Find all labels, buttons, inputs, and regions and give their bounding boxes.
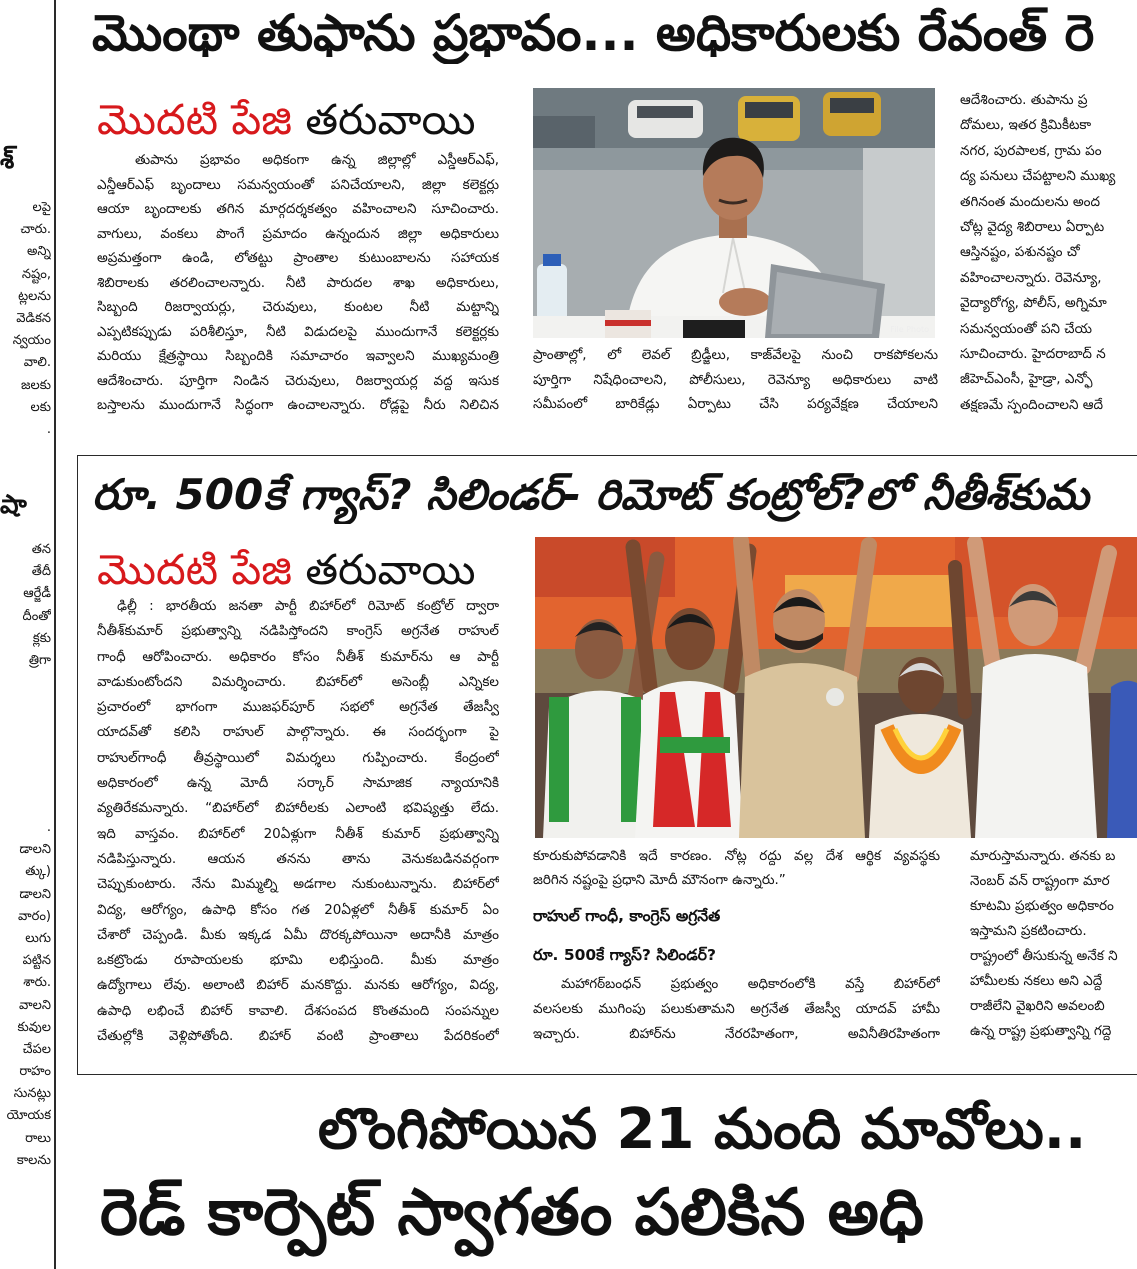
article-2-quote-line: కూరుకుపోవడానికి ఇదే కారణం. నోట్ల రద్దు వల్ల దేశ ఆర్థిక వ్యవస్థకు: [533, 848, 940, 864]
sidebar-line: జలకు: [20, 377, 51, 393]
sidebar-text-fragment: [0, 817, 51, 1172]
kicker-first-page: మొదటి పేజి: [97, 95, 292, 144]
body-text-line: తక్షణమే స్పందించాలని ఆదే: [960, 396, 1104, 413]
body-text-line: ద్య పనులు చేపట్టాలని ముఖ్య: [960, 168, 1116, 185]
body-text-line: తుపాను ప్రభావం అధికంగా ఉన్న జిల్లాల్లో ఎస్డీఆర్ఎఫ్,: [135, 152, 499, 168]
kicker-continued: తరువాయి: [305, 95, 476, 144]
sidebar-line: సునట్లు: [13, 1086, 51, 1102]
rally-figure: [1107, 681, 1137, 838]
sidebar-line: రాలు: [25, 1130, 51, 1146]
article-2-subhead: రూ. 500కే గ్యాస్? సిలిండర్?: [533, 946, 716, 964]
sidebar-line: తేదీ: [31, 564, 51, 580]
sidebar-line: యోయక: [6, 1108, 51, 1124]
body-text-line: ఇచ్చారు. బిహార్‌ను నేరరహితంగా, అవినీతిరహితంగా: [533, 1026, 940, 1042]
body-text-line: వహించాలన్నారు. రెవెన్యూ,: [960, 269, 1102, 286]
body-text-line: బస్తాలను ముందుగానే సిద్ధంగా ఉంచాలన్నారు. రోడ్లపై నీరు నిలిచిన: [97, 397, 499, 413]
body-text-line: చోట్ల వైద్య శిబిరాలు ఏర్పాట: [960, 218, 1105, 235]
cup: [605, 310, 651, 338]
body-text-line: చేశారో చెప్పండి. మీకు ఇక్కడ ఏమీ దొరక్కపోయినా అదానీకి మాత్రం: [97, 926, 499, 943]
body-text-line: సిబ్బంది రిజర్వాయర్లు, చెరువులు, కుంటల నీటి మట్టాన్ని: [97, 299, 499, 315]
article-2-rally-photo: [535, 537, 1137, 838]
sidebar-line: .: [46, 421, 51, 437]
body-text-line: శిబిరాలకు తరలించాలన్నారు. నీటి పారుదల శాఖ అధికారులు,: [97, 274, 499, 291]
body-text-line: మారుస్తామన్నారు. తనకు బ: [970, 848, 1116, 864]
sidebar-line: లపై: [32, 200, 51, 215]
body-text-line: గాంధీ ఆరోపించారు. అధికారం కోసం నీతీశ్ కుమార్‌ను ఆ పార్టీ: [97, 648, 499, 665]
article-2-continued-label: [97, 545, 475, 595]
body-text-line: నగర, పురపాలక, గ్రామ పం: [960, 142, 1102, 159]
body-text-line: ప్రచారంలో భాగంగా ముజఫర్‌పూర్ సభలో అగ్రనేత తేజస్వీ: [97, 699, 499, 716]
sidebar-line: కాలను: [16, 1152, 51, 1168]
photo-credit: File Photo: [890, 325, 929, 334]
body-text-line: మహాగఠ్‌బంధన్ ప్రభుత్వం అధికారంలోకి వస్తే బిహార్‌లో: [561, 976, 940, 992]
body-text-line: రాజీలేని వైఖరిని అవలంబి: [970, 998, 1105, 1014]
body-text-line: ఉద్యోగాలు లేవు. అలాంటి బిహార్ మనకొద్దు. మనకు ఆరోగ్యం, విద్య,: [97, 977, 499, 994]
sidebar-line: త్కు): [25, 864, 51, 880]
article-1-continued-label: [97, 95, 475, 145]
body-text-line: ఉపాధి లభించే బిహార్ కావాలి. దేశసంపద కొంతమంది సంపన్నుల: [97, 1002, 499, 1019]
body-text-line: హామీలకు నకలు అని ఎద్దే: [970, 973, 1103, 989]
sidebar-line: నష్టం,: [21, 266, 51, 282]
sidebar-line: చారు.: [20, 222, 51, 238]
body-text-line: యాదవ్‌తో కలిసి రాహుల్ పాల్గొన్నారు. ఈ సందర్భంగా పై: [97, 724, 499, 741]
article-1-column-2: [533, 343, 938, 417]
body-text-line: చెప్పుకుంటారు. నేను మిమ్మల్ని అడగాల నుకుంటున్నాను. బిహార్‌లో: [97, 876, 499, 893]
body-text-line: అప్రమత్తంగా ఉండి, లోతట్టు ప్రాంతాల కుటుంబాలను సహాయక: [97, 250, 499, 266]
body-text-line: అధికారంలో ఉన్న మోదీ సర్కార్ సామాజిక న్యాయానికి: [97, 775, 499, 792]
body-text-line: మరియు క్షేత్రస్థాయి సిబ్బందికి సమాచారం ఇవ్వాలని ముఖ్యమంత్రి: [97, 348, 499, 364]
body-text-line: ఇస్తామని ప్రకటించారు.: [970, 923, 1087, 939]
body-text-line: వాగులు, వంకలు పొంగే ప్రమాదం ఉన్నందున జిల్లా అధికారులు: [97, 225, 499, 242]
body-text-line: ఢిల్లీ : భారతీయ జనతా పార్టీ బిహార్‌లో రిమోట్ కంట్రోల్ ద్వారా: [117, 598, 499, 614]
body-text-line: నెంబర్ వన్ రాష్ట్రంగా మార: [970, 873, 1110, 889]
body-text-line: రాష్ట్రంలో తీసుకున్న అనేక ని: [970, 948, 1118, 964]
article-1-photo: [533, 88, 935, 338]
sidebar-text-fragment: [0, 539, 51, 672]
body-text-line: ఒకట్రొండు రూపాయలకు భూమి లభిస్తుంది. మీకు మాత్రం: [97, 952, 499, 969]
column-separator: [54, 0, 56, 1269]
sidebar-line: .: [46, 820, 51, 835]
sidebar-line: రాహం: [19, 1064, 51, 1080]
sidebar-line: కువుల: [17, 1019, 51, 1035]
sidebar-line: ఆర్జేడీ: [23, 586, 51, 602]
body-text-line: వైద్యారోగ్య, పోలీస్, అగ్నిమా: [960, 295, 1107, 312]
body-text-line: ఉన్న రాష్ట్ర ప్రభుత్వాన్ని గద్దె: [970, 1023, 1112, 1039]
body-text-line: చేతుల్లోకి వెళ్లిపోతోంది. బిహార్ వంటి ప్రాంతాలు పేదరికంలో: [97, 1028, 499, 1045]
sidebar-line: త్రిగా: [28, 652, 51, 668]
body-text-line: సూచించారు. హైదరాబాద్ న: [960, 345, 1106, 362]
body-text-line: సమన్వయంతో పని చేయ: [960, 320, 1092, 337]
body-text-line: వలసలకు ముగింపు పలుకుతామని అగ్రనేత తేజస్వీ యాదవ్ హామీ: [533, 1001, 940, 1017]
body-text-line: నడిపిస్తున్నారు. ఆయన తనను తాను వెనుకబడినవర్గంగా: [97, 850, 499, 867]
sidebar-text-fragment: [0, 197, 51, 441]
article-1-headline: మొంథా తుఫాను ప్రభావం... అధికారులకు రేవంత్ రె: [92, 4, 1095, 62]
sidebar-line: లకు: [30, 399, 51, 415]
article-2-quote-end: జరిగిన నష్టంపై ప్రధాని మోదీ మౌనంగా ఉన్నారు.”: [533, 872, 786, 888]
body-text-line: కూటమి ప్రభుత్వం అధికారం: [970, 898, 1114, 914]
article-2-byline: రాహుల్ గాంధీ, కాంగ్రెస్ అగ్రనేత: [533, 907, 721, 925]
body-text-line: రాహుల్‌గాంధీ తీవ్రస్థాయిలో విమర్శలు గుప్పించారు. కేంద్రంలో: [97, 749, 499, 766]
body-text-line: ఇది వాస్తవం. బిహార్‌లో 20ఏళ్లుగా నీతీశ్ కుమార్ ప్రభుత్వాన్ని: [97, 825, 499, 842]
sidebar-line: ట్లలను: [18, 288, 51, 304]
body-text-line: వాడుకుంటోందని విమర్శించారు. బిహార్‌లో అసెంబ్లీ ఎన్నికల: [97, 673, 499, 690]
bottom-story-headline-2: రెడ్ కార్పెట్ స్వాగతం పలికిన అధి: [100, 1176, 924, 1250]
body-text-line: నీతీశ్‌కుమార్ ప్రభుత్వాన్ని నడిపిస్తోందని కాంగ్రెస్ అగ్రనేత రాహుల్: [97, 623, 499, 640]
sidebar-line: డాలని: [19, 842, 51, 858]
body-text-line: పూర్తిగా నిషేధించాలని, పోలీసులు, రెవెన్యూ అధికారులు వాటి: [533, 371, 938, 388]
sidebar-line: న్వయం: [12, 333, 51, 349]
sidebar-heading-fragment: శ్: [0, 145, 15, 175]
body-text-line: ఆదేశించారు. పూర్తిగా నిండిన చెరువులు, రిజర్వాయర్ల వద్ద ఇసుక: [97, 372, 499, 389]
article-1-column-3: [960, 88, 1137, 418]
body-text-line: సమీపంలో బారికేడ్లు ఏర్పాటు చేసి పర్యవేక్షణ చేయాలని: [533, 396, 938, 412]
body-text-line: వ్యతిరేకమన్నారు. “బిహార్‌లో బిహారీలకు ఎలాంటి భవిష్యత్తు లేదు.: [97, 800, 499, 817]
body-text-line: ప్రాంతాల్లో, లో లెవల్ బ్రిడ్జీలు, కాజ్‌వేలపై నుంచి రాకపోకలను: [533, 347, 938, 363]
sidebar-line: శారు.: [23, 975, 51, 991]
sidebar-line: లుగు: [25, 930, 51, 946]
sidebar-line: వెడికన: [16, 310, 51, 326]
article-1-column-1: [97, 148, 499, 418]
article-2-column-3: [970, 844, 1137, 1044]
body-text-line: విద్య, ఆరోగ్యం, ఉపాధి కోసం గత 20ఏళ్లలో నీతీశ్ కుమార్ ఏం: [97, 901, 499, 918]
sidebar-line: వారం): [18, 908, 51, 924]
article-2-column-1: [97, 594, 499, 1049]
sidebar-line: క్లకు: [32, 630, 51, 646]
body-text-line: ఎప్పటికప్పుడు పరిశీలిస్తూ, నీటి విడుదలపై ముందుగానే కలెక్టర్లకు: [97, 323, 499, 340]
sidebar-line: దీంతో: [22, 608, 51, 624]
article-2-column-2: [533, 972, 940, 1047]
kicker-first-page: మొదటి పేజి: [97, 545, 292, 594]
body-text-line: ఆయా బృందాలకు తగిన మార్గదర్శకత్వం వహించాలని సూచించారు.: [97, 201, 499, 217]
sidebar-line: తన: [31, 542, 51, 557]
body-text-line: జీహెచ్ఎంసీ, హైడ్రా, ఎన్ఫో: [960, 371, 1093, 388]
sidebar-line: వాలి.: [23, 355, 51, 371]
article-2-headline: రూ. 500కే గ్యాస్? సిలిండర్- రిమోట్ కంట్రోల్?లో నీతీశ్‌కుమ: [92, 470, 1089, 519]
sidebar-line: అన్ని: [27, 244, 51, 260]
sidebar-line: చేపల: [22, 1041, 51, 1057]
sidebar-line: పట్టిన: [22, 953, 51, 969]
sidebar-line: డాలని: [19, 886, 51, 902]
kicker-continued: తరువాయి: [305, 545, 476, 594]
bottom-story-headline-1: లొంగిపోయిన 21 మంది మావోలు..: [318, 1097, 1087, 1162]
body-text-line: దోమలు, ఇతర క్రిమికీటకా: [960, 117, 1092, 134]
body-text-line: ఆస్తినష్టం, పశునష్టం చో: [960, 244, 1080, 261]
body-text-line: ఆదేశించారు. తుపాను ప్ర: [960, 92, 1088, 108]
body-text-line: ఎన్డీఆర్ఎఫ్ బృందాలు సమన్వయంతో పనిచేయాలని, జిల్లా కలెక్టర్లు: [97, 176, 499, 193]
sidebar-line: వాలని: [19, 997, 51, 1013]
body-text-line: తగినంత మందులను అంద: [960, 193, 1101, 210]
sidebar-heading-fragment: షా: [0, 490, 27, 520]
